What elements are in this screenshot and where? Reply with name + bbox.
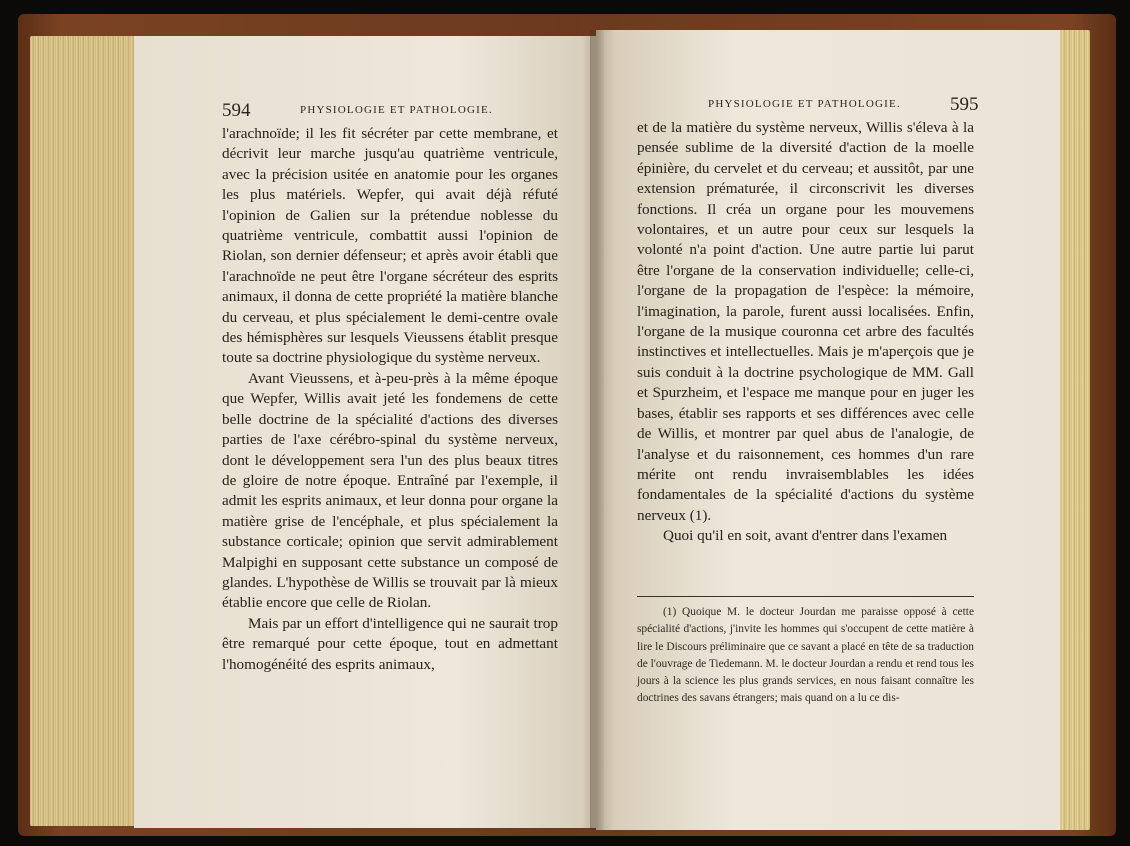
left-running-head: PHYSIOLOGIE ET PATHOLOGIE. — [300, 104, 493, 116]
left-page-number: 594 — [222, 100, 251, 121]
left-paragraph-3: Mais par un effort d'intelligence qui ne saurait trop être remarqué pour cette époque, tout en admettant l'homogénéité des esprits animaux, — [222, 614, 558, 673]
left-page-body — [222, 124, 558, 675]
left-page-edges — [30, 36, 138, 826]
right-page-number: 595 — [950, 94, 979, 115]
footnote-text: (1) Quoique M. le docteur Jourdan me paraisse opposé à cette spécialité d'actions, j'invite les hommes qui s'occupent de cette matière à lire le Discours préliminaire que ce savant a placé en tête de sa traduction de l'ouvrage de Tiedemann. M. le docteur Jourdan a rendu et rend tous les jours à la science les plus grands services, en nous faisant connaître les doctrines des savans étrangers; mais quand on a lu ce dis- — [637, 606, 974, 705]
right-page-body — [637, 118, 974, 547]
right-paragraph-2: Quoi qu'il en soit, avant d'entrer dans l'examen — [663, 527, 948, 545]
footnote-rule — [637, 596, 974, 597]
left-paragraph-1: l'arachnoïde; il les fit sécréter par cette membrane, et décrivit leur marche jusqu'au quatrième ventricule, avec la précision usitée en anatomie pour les organes les plus matériels. Wepfer, qui avait déjà réfuté l'opinion de Galien sur la prétendue noblesse du quatrième ventricule, combattit aussi l'opinion de Riolan, son dernier défenseur; et après avoir établi que l'arachnoïde ne peut être l'organe sécréteur des esprits animaux, il donna de cette propriété la matière blanche du cerveau, et plus spécialement le demi-centre ovale des hémisphères sur lesquels Vieussens établit presque toute sa doctrine physiologique du système nerveux. — [222, 125, 558, 367]
book-gutter — [590, 30, 604, 830]
footnote — [637, 604, 974, 708]
right-running-head: PHYSIOLOGIE ET PATHOLOGIE. — [708, 98, 901, 110]
right-paragraph-1: et de la matière du système nerveux, Willis s'éleva à la pensée sublime de la diversité d'action de la moelle épinière, du cervelet et du cerveau; et aussitôt, par une extension prématurée, il circonscrivit les diverses fonctions. Il créa un organe pour les mouvemens volontaires, et un autre pour ceux sur lesquels la volonté n'a point d'action. Une autre partie lui parut être l'organe de la conservation individuelle; celle-ci, l'organe de la propagation de l'espèce: la mémoire, l'imagination, la parole, furent aussi localisées. Enfin, l'organe de la musique couronna cet arbre des facultés instinctives et intellectuelles. Mais je m'aperçois que je suis conduit à la doctrine psychologique de MM. Gall et Spurzheim, et l'espace me manque pour en juger les bases, établir ses rapports et ses différences avec celle de Willis, et montrer par quel abus de l'analogie, de l'analyse et du raisonnement, ces hommes d'un rare mérite ont rendu invraisemblables les idées fondamentales de la spécialité d'actions du système nerveux (1). — [637, 119, 974, 524]
left-paragraph-2: Avant Vieussens, et à-peu-près à la même époque que Wepfer, Willis avait jeté les fondemens de cette belle doctrine de la spécialité d'actions des diverses parties de l'axe cérébro-spinal du système nerveux, dont le développement sera l'un des plus beaux titres de gloire de notre époque. Entraîné par l'exemple, il admit les esprits animaux, et leur donna pour organe la matière grise de l'encéphale, et plus spécialement la substance corticale; opinion que servit admirablement Malpighi en supposant cette substance un composé de glandes. L'hypothèse de Willis se trouvait par là mieux établie encore que celle de Riolan. — [222, 369, 558, 612]
right-page-edges — [1056, 30, 1090, 830]
